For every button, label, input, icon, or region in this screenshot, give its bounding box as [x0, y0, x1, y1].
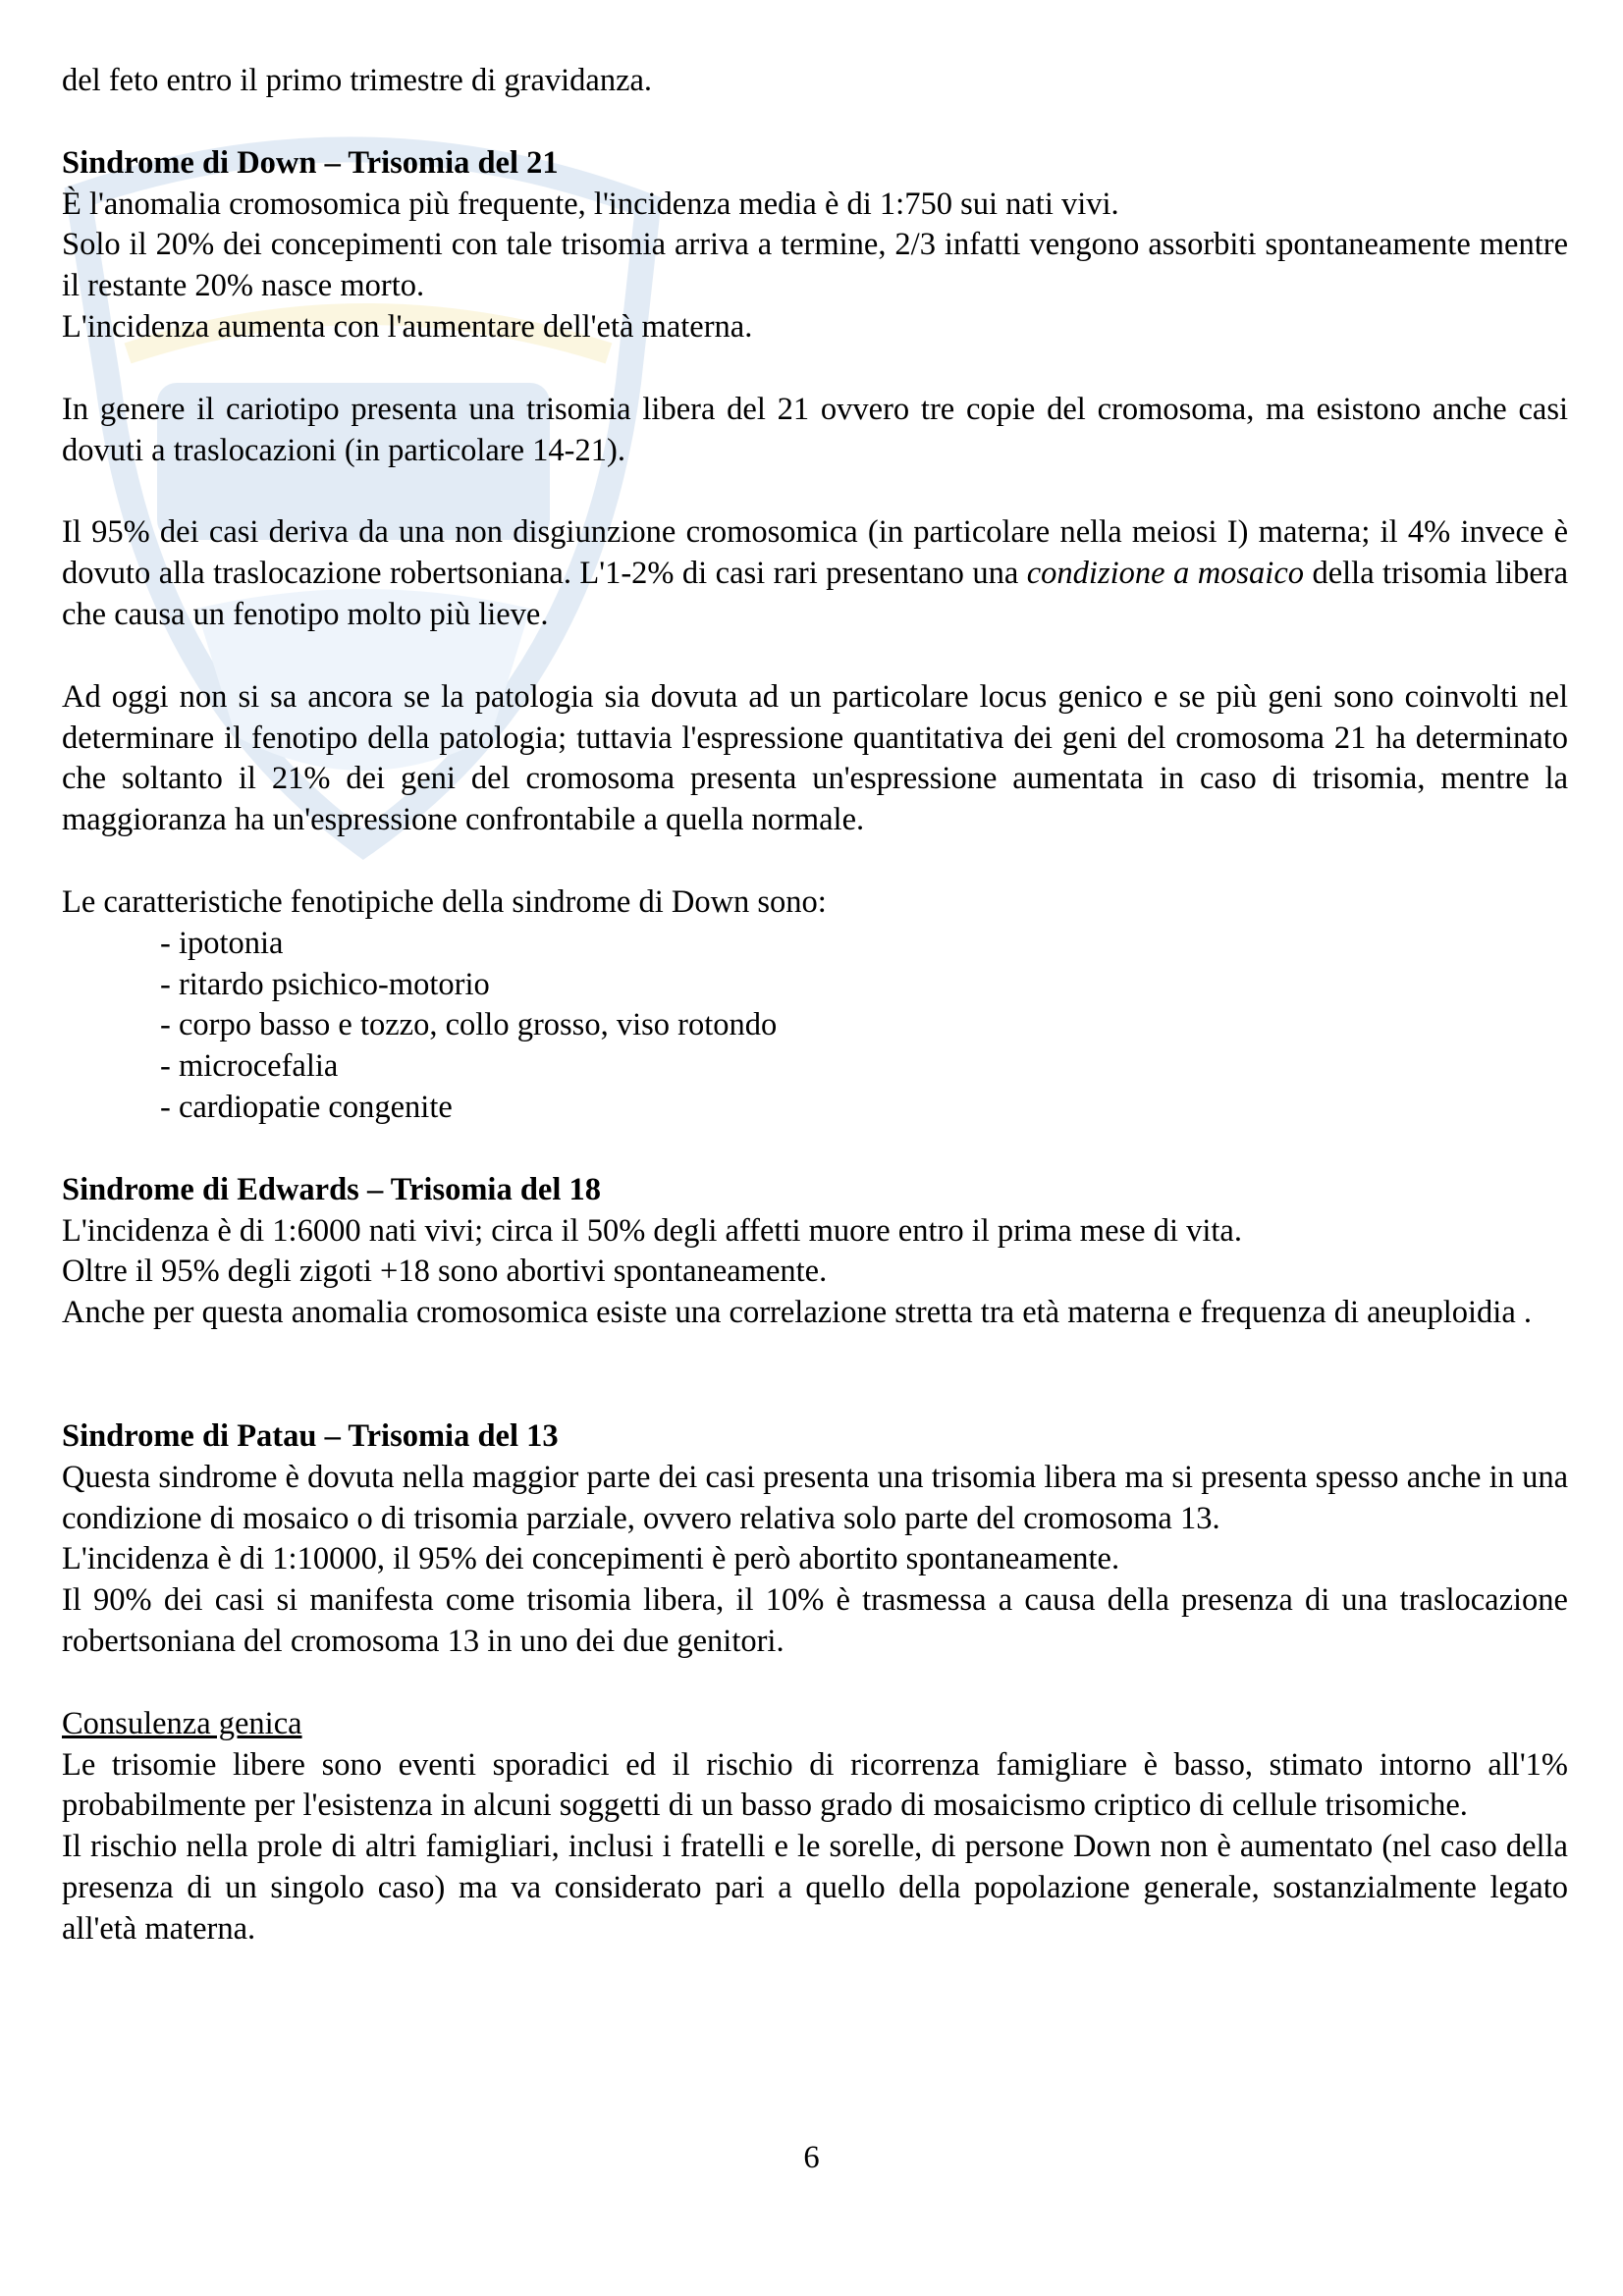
page-number: 6 — [803, 2140, 820, 2175]
section-edwards — [62, 1170, 1568, 1334]
section-consulenza — [62, 1704, 1568, 1950]
down-paragraph-3: L'incidenza aumenta con l'aumentare dell'età materna. — [62, 308, 753, 345]
section-down — [62, 143, 1568, 1129]
list-item: - corpo basso e tozzo, collo grosso, viso rotondo — [160, 1007, 778, 1043]
edwards-paragraph-3: Anche per questa anomalia cromosomica esiste una correlazione stretta tra età materna e frequenza di aneuploidia . — [62, 1295, 1533, 1331]
down-paragraph-1: È l'anomalia cromosomica più frequente, l'incidenza media è di 1:750 sui nati vivi. — [62, 186, 1119, 222]
patau-paragraph-2: L'incidenza è di 1:10000, il 95% dei concepimenti è però abortito spontaneamente. — [62, 1541, 1120, 1577]
patau-paragraph-1: Questa sindrome è dovuta nella maggior parte dei casi presenta una trisomia libera ma si presenta spesso anche in una condizione di mosaico o di trisomia parziale, ovvero relativa solo parte del cromosoma 13. — [62, 1459, 1568, 1536]
down-paragraph-2: Solo il 20% dei concepimenti con tale trisomia arriva a termine, 2/3 infatti vengono assorbiti spontaneamente mentre il restante 20% nasce morto. — [62, 227, 1568, 304]
list-item: - ritardo psichico-motorio — [160, 966, 490, 1002]
edwards-paragraph-2: Oltre il 95% degli zigoti +18 sono abortivi spontaneamente. — [62, 1254, 828, 1290]
features-intro: Le caratteristiche fenotipiche della sindrome di Down sono: — [62, 883, 827, 920]
section-patau — [62, 1416, 1568, 1663]
document-page — [62, 61, 1568, 1949]
list-item: - microcefalia — [160, 1048, 339, 1085]
heading-down: Sindrome di Down – Trisomia del 21 — [62, 144, 559, 181]
consulenza-paragraph-1: Le trisomie libere sono eventi sporadici ed il rischio di ricorrenza famigliare è basso, stimato intorno all'1% probabilmente per l'esistenza in alcuni soggetti di un basso grado di mosaicismo criptico di cellule trisomiche. — [62, 1746, 1568, 1824]
down-paragraph-4: In genere il cariotipo presenta una trisomia libera del 21 ovvero tre copie del cromosoma, ma esistono anche casi dovuti a traslocazioni (in particolare 14-21). — [62, 391, 1568, 468]
list-item: - ipotonia — [160, 925, 284, 961]
down-p5-text-a: Il 95% dei casi deriva da una non disgiunzione cromosomica (in particolare nella meiosi I) materna; il 4% invece è dovuto alla traslocazione robertsoniana. L'1-2% di casi rari presentano una — [62, 514, 1568, 592]
down-p5-italic: condizione a mosaico — [1026, 556, 1305, 592]
down-paragraph-6: Ad oggi non si sa ancora se la patologia sia dovuta ad un particolare locus genico e se più geni sono coinvolti nel determinare il fenotipo della patologia; tuttavia l'espressione quantitativa dei geni del cromosoma 21 ha determinato che soltanto il 21% dei geni del cromosoma presenta un'espressione aumentata in caso di trisomia, mentre la maggioranza ha un'espressione confrontabile a quella normale. — [62, 678, 1568, 838]
down-p5-text-b: della trisomia libera che causa un fenotipo molto più lieve. — [62, 556, 1568, 632]
down-paragraph-5 — [62, 512, 1568, 635]
list-item: - cardiopatie congenite — [160, 1089, 453, 1125]
heading-consulenza: Consulenza genica — [62, 1705, 302, 1741]
heading-patau: Sindrome di Patau – Trisomia del 13 — [62, 1417, 559, 1454]
heading-edwards: Sindrome di Edwards – Trisomia del 18 — [62, 1171, 601, 1207]
patau-paragraph-3: Il 90% dei casi si manifesta come trisomia libera, il 10% è trasmessa a causa della presenza di una traslocazione robertsoniana del cromosoma 13 in uno dei due genitori. — [62, 1582, 1568, 1659]
features-list — [62, 924, 1568, 1129]
consulenza-paragraph-2: Il rischio nella prole di altri famigliari, inclusi i fratelli e le sorelle, di persone Down non è aumentato (nel caso della presenza di un singolo caso) ma va considerato pari a quello della popolazione generale, sostanzialmente legato all'età materna. — [62, 1829, 1568, 1947]
intro-line: del feto entro il primo trimestre di gravidanza. — [62, 63, 653, 98]
edwards-paragraph-1: L'incidenza è di 1:6000 nati vivi; circa il 50% degli affetti muore entro il prima mese di vita. — [62, 1212, 1242, 1249]
